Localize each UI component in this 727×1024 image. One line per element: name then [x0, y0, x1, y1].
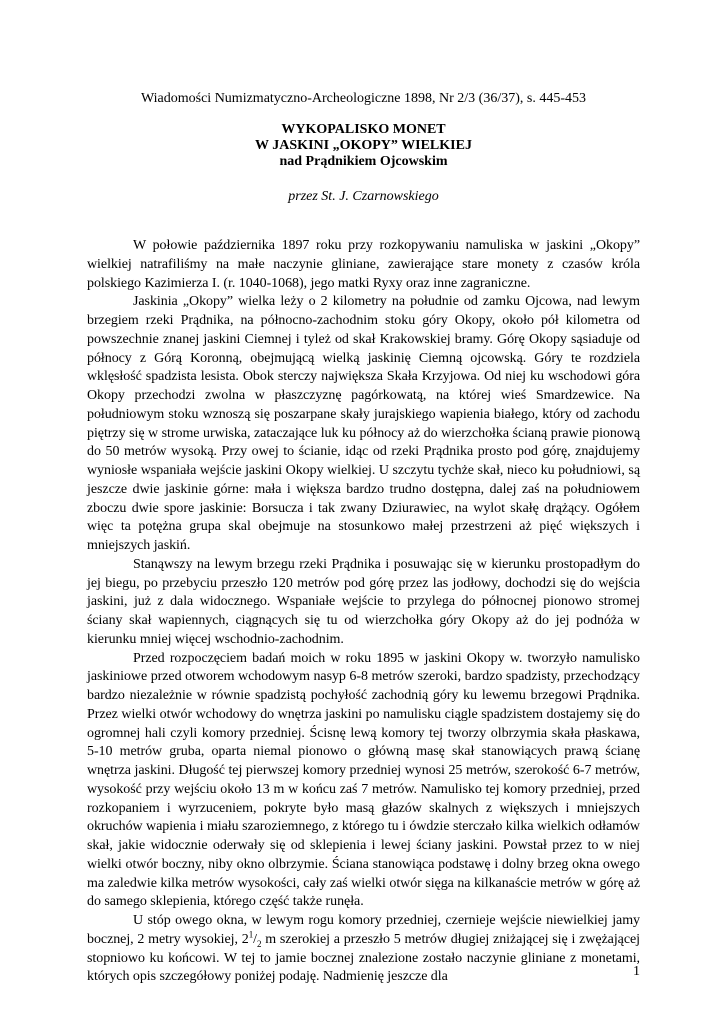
author-byline: przez St. J. Czarnowskiego [288, 189, 439, 204]
paragraph-text-after-fraction: m szerokiej a przeszło 5 metrów długiej zniżającej się i zwężającej stopniowo ku końcowi. W tej to jamie bocznej znalezione zostało naczynie gliniane z monetami, których opis szczegółowy poniżej podaję. Nadmienię jeszcze dla [87, 931, 640, 985]
paragraph: Jaskinia „Okopy” wielka leży o 2 kilometry na południe od zamku Ojcowa, nad lewym brzegiem rzeki Prądnika, na północno-zachodnim stoku góry Okopy, około pół kilometra od powszechnie znanej jaskini Ciemnej i tyleż od skał Krakowskiej bramy. Górę Okopy sąsiaduje od północy z Górą Koronną, obejmującą wielką jaskinię Ciemną ojcowską. Góry te rozdziela wklęsłość spadzista lesista. Obok sterczy największa Skała Krzyjowa. Od niej ku wschodowi góra Okopy przechodzi zwolna w płaszczyznę pagórkowatą, na której wieś Smardzewice. Na południowym stoku wznoszą się poszarpane skały jurajskiego wapienia białego, który od zachodu piętrzy się w strome urwiska, zataczające luk ku północy aż do wierzchołka ścianą prawie pionową do 50 metrów wysoką. Przy owej to ścianie, idąc od rzeki Prądnika prosto pod górę, znajdujemy wyniosłe wspaniała wejście jaskini Okopy wielkiej. U szczytu tychże skał, nieco ku południowi, są jeszcze dwie jaskinie górne: mała i większa bardzo trudno dostępna, dalej zaś na południowem zboczu dwie spore jaskinie: Borsucza i tak zwany Dziurawiec, na wylot skałę drążący. Ogółem więc ta potężna grupa skal obejmuje na stosunkowo małej przestrzeni aż pięć większych i mniejszych jaskiń. [87, 294, 640, 553]
paragraph-text-before-fraction: U stóp owego okna, w lewym rogu komory przedniej, czernieje wejście niewielkiej jamy bocznej, 2 metry wysokiej, 2 [87, 913, 640, 947]
title-line-2: W JASKINI „OKOPY” WIELKIEJ [255, 138, 472, 153]
article-body [87, 237, 640, 987]
journal-citation: Wiadomości Numizmatyczno-Archeologiczne 1898, Nr 2/3 (36/37), s. 445-453 [141, 91, 586, 106]
fraction-slash: / [253, 931, 257, 947]
page-number: 1 [633, 964, 640, 979]
paragraph: W połowie października 1897 roku przy rozkopywaniu namuliska w jaskini „Okopy” wielkiej natrafiliśmy na małe naczynie gliniane, zawierające stare monety z czasów króla polskiego Kazimierza I. (r. 1040-1068), jego matki Ryxy oraz inne zagraniczne. [87, 238, 640, 291]
article-title [0, 122, 727, 170]
paragraph: Przed rozpoczęciem badań moich w roku 1895 w jaskini Okopy w. tworzyło namulisko jaskiniowe przed otworem wchodowym nasyp 6-8 metrów szeroki, bardzo spadzisty, przechodzący bardzo niezależnie w równie spadzistą pochyłość zachodnią góry ku lewemu brzegowi Prądnika. Przez wielki otwór wchodowy do wnętrza jaskini po namulisku ciągle spadzistem dostajemy się do ogromnej hali czyli komory przedniej. Ścisnę lewą komory tej tworzy olbrzymia skała płaskawa, 5-10 metrów gruba, oparta niemal pionowo o główną masę skał stanowiących prawą ścianę wnętrza jaskini. Długość tej pierwszej komory przedniej wynosi 25 metrów, szerokość 6-7 metrów, wysokość przy wejściu około 13 m w końcu zaś 7 metrów. Namulisko tej komory przedniej, przed rozkopaniem i wyrzuceniem, pokryte było masą głazów skalnych z większych i mniejszych okruchów wapienia i miału szaroziemnego, z którego tu i ówdzie sterczało kilka wielkich odłamów skał, jakie widocznie oderwały się od sklepienia i lewej ściany jaskini. Powstał przez to w niej wielki otwór boczny, niby okno olbrzymie. Ściana stanowiąca podstawę i dolny brzeg okna owego ma zaledwie kilka metrów wysokości, cały zaś wielki otwór sięga na kilkanaście metrów w górę aż do samego sklepienia, którego część także runęła. [87, 650, 640, 910]
title-line-3: nad Prądnikiem Ojcowskim [279, 154, 448, 169]
title-line-1: WYKOPALISKO MONET [281, 122, 446, 137]
fraction-numerator: 1 [248, 929, 254, 940]
fraction-denominator: 2 [257, 938, 262, 949]
paragraph-last [87, 912, 640, 987]
paragraph: Stanąwszy na lewym brzegu rzeki Prądnika i posuwając się w kierunku prostopadłym do jej biegu, po przebyciu przeszło 120 metrów pod górę przez las jodłowy, dochodzi się do wejścia jaskini, już z dala widocznego. Wspaniałe wejście to przylega do północnej pionowo stromej ściany skał wapiennych, ciągnących się tu od wierzchołka góry Okopy aż do jej podnóża w kierunku mniej więcej wschodnio-zachodnim. [87, 556, 640, 647]
